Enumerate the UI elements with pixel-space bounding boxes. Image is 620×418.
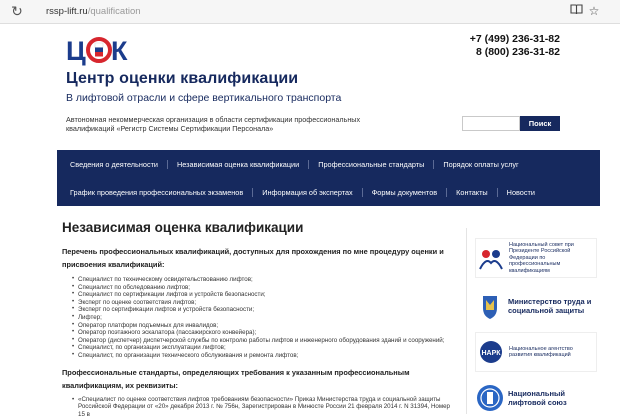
reload-icon[interactable]: ↻ bbox=[11, 4, 23, 20]
standards-heading: Профессиональные стандарты, определяющих требования к указанным профессиональным квалификациям, их реквизиты: bbox=[62, 367, 410, 390]
list-item: • Эксперт по сертификации лифтов и устройств безопасности; bbox=[72, 306, 452, 314]
list-item: • Специалист, по организации эксплуатации лифтов; bbox=[72, 344, 452, 352]
phone-hotline[interactable]: 8 (800) 236-31-82 bbox=[475, 46, 560, 58]
site-title: Центр оценки квалификации bbox=[66, 70, 299, 87]
search-input[interactable] bbox=[462, 116, 520, 131]
partners-sidebar bbox=[466, 228, 600, 414]
partner-nark[interactable] bbox=[475, 332, 597, 372]
partner-label: Национальный лифтовой союз bbox=[508, 389, 567, 407]
lift-union-logo-icon bbox=[475, 383, 505, 413]
nark-logo-icon bbox=[476, 337, 506, 367]
main-navigation bbox=[57, 150, 600, 206]
address-bar[interactable] bbox=[46, 6, 141, 17]
nav-item-independent-assessment[interactable]: Независимая оценка квалификации bbox=[177, 159, 300, 169]
site-subtitle: В лифтовой отрасли и сфере вертикального транспорта bbox=[66, 92, 342, 104]
url-host: rssp-lift.ru bbox=[46, 6, 88, 17]
url-path: /qualification bbox=[87, 6, 141, 17]
list-item: • Специалист по сертификации лифтов и устройств безопасности; bbox=[72, 291, 452, 299]
partner-label: Национальное агентство развития квалификаций bbox=[509, 345, 573, 358]
nav-item-experts[interactable]: Информация об экспертах bbox=[262, 187, 353, 197]
partner-national-council[interactable] bbox=[475, 238, 597, 278]
partner-ministry[interactable] bbox=[475, 286, 597, 326]
nav-item-payment[interactable]: Порядок оплаты услуг bbox=[443, 159, 519, 169]
ministry-emblem-icon bbox=[475, 291, 505, 321]
contact-phones bbox=[470, 33, 560, 59]
bookmark-star-icon[interactable]: ☆ bbox=[588, 4, 600, 18]
standards-list bbox=[72, 396, 452, 418]
nav-item-contacts[interactable]: Контакты bbox=[456, 187, 488, 197]
main-content bbox=[62, 220, 452, 418]
nav-item-prof-standards[interactable]: Профессиональные стандарты bbox=[318, 159, 425, 169]
reader-mode-icon[interactable] bbox=[568, 3, 584, 19]
nav-item-document-forms[interactable]: Формы документов bbox=[371, 187, 438, 197]
national-council-logo-icon bbox=[476, 243, 506, 273]
list-item: • «Специалист по оценке соответствия лифтов требованиям безопасности» Приказ Министерства труда и социальной защиты Российской Федерации от «20» декабря 2013 г. № 756н, Зарегистрирован в Минюсте России 21 февраля 2014 г. N 31394, Номер 15 в bbox=[72, 396, 452, 418]
nav-item-activity[interactable]: Сведения о деятельности bbox=[70, 159, 159, 169]
search-button[interactable]: Поиск bbox=[520, 116, 560, 131]
browser-toolbar bbox=[0, 0, 620, 24]
nav-row-2 bbox=[57, 178, 600, 206]
page-title: Независимая оценка квалификации bbox=[62, 220, 304, 235]
list-item: • Оператор (диспетчер) диспетчерской службы по контролю работы лифтов и инженерного оборудования зданий и сооружений; bbox=[72, 337, 452, 345]
svg-text:НАРК: НАРК bbox=[481, 350, 501, 357]
organization-description: Автономная некоммерческая организация в области сертификации профессиональных квалификаций «Регистр Системы Сертификации Персонала» bbox=[66, 115, 361, 133]
svg-text:К: К bbox=[111, 36, 128, 66]
list-item: • Специалист, по организации технического обслуживания и ремонта лифтов; bbox=[72, 352, 452, 360]
list-item: • Специалист по техническому освидетельствованию лифтов; bbox=[72, 276, 452, 284]
phone-moscow[interactable]: +7 (499) 236-31-82 bbox=[469, 33, 560, 45]
list-item: • Эксперт по оценке соответствия лифтов; bbox=[72, 299, 452, 307]
nav-item-news[interactable]: Новости bbox=[506, 187, 535, 197]
list-item: • Специалист по обследованию лифтов; bbox=[72, 284, 452, 292]
list-item: • Лифтер; bbox=[72, 314, 452, 322]
svg-text:Ц: Ц bbox=[66, 36, 86, 66]
list-item: • Оператор поэтажного эскалатора (пассажирского конвейера); bbox=[72, 329, 452, 337]
nav-row-1 bbox=[57, 150, 600, 178]
partner-label: Министерство труда и социальной защиты bbox=[508, 297, 592, 315]
partner-lift-union[interactable] bbox=[475, 378, 597, 418]
qualifications-heading: Перечень профессиональных квалификаций, доступных для прохождения по мне процедуру оценки и присвоения квалификаций: bbox=[62, 247, 444, 269]
list-item: • Оператор платформ подъемных для инвалидов; bbox=[72, 322, 452, 330]
partner-label: Национальный совет при Президенте Российской Федерации по профессиональным квалификациям bbox=[509, 241, 574, 274]
nav-item-exam-schedule[interactable]: График проведения профессиональных экзаменов bbox=[70, 187, 244, 197]
qualifications-list bbox=[72, 276, 452, 360]
site-logo[interactable] bbox=[66, 35, 132, 65]
